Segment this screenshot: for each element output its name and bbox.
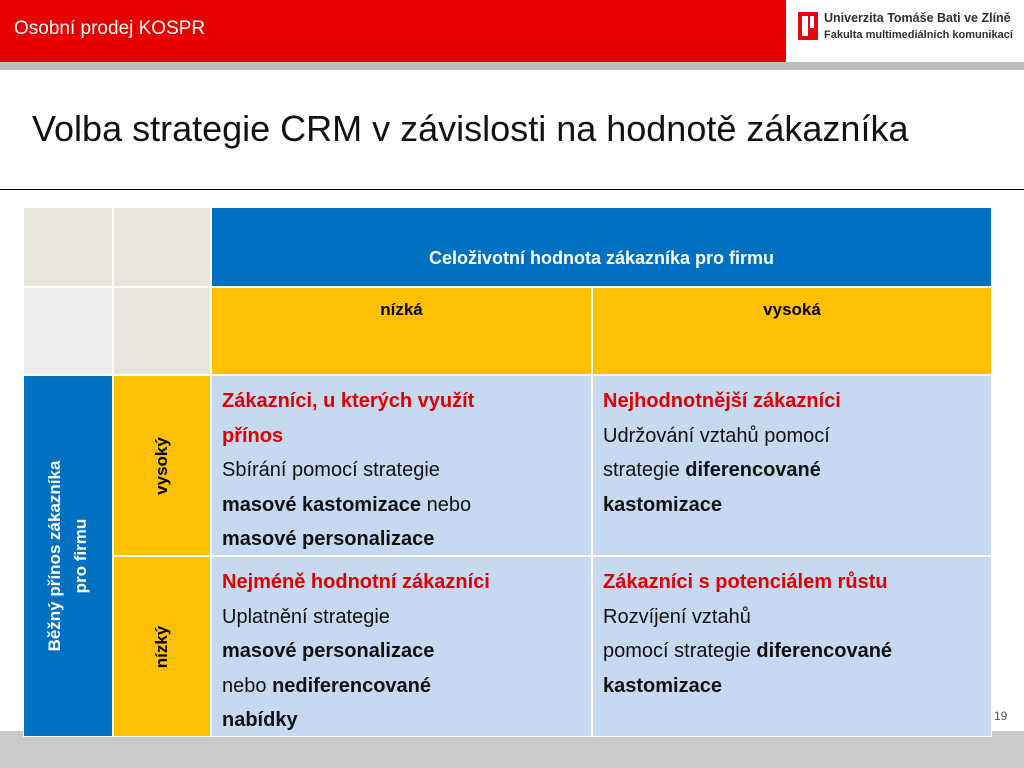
top-bar bbox=[0, 0, 786, 62]
cell-low-contribution-low-value: Nejméně hodnotní zákazníci Uplatnění strategie masové personalizace nebo nediferencované nabídky bbox=[211, 556, 592, 737]
corner-cell bbox=[23, 207, 113, 287]
header-divider bbox=[0, 62, 1024, 70]
column-header-high bbox=[592, 287, 992, 375]
title-divider bbox=[0, 189, 1024, 190]
cell-low-contribution-high-value: Zákazníci s potenciálem růstu Rozvíjení vztahů pomocí strategie diferencované kastomizace bbox=[592, 556, 992, 737]
column-header-low-label: nízká bbox=[380, 300, 423, 319]
row-axis-header bbox=[23, 375, 113, 737]
row-header-high bbox=[113, 375, 211, 556]
column-header-low bbox=[211, 287, 592, 375]
course-title: Osobní prodej KOSPR bbox=[14, 18, 206, 39]
page-number: 19 bbox=[994, 709, 1008, 723]
row-axis-label: Běžný přínos zákazníka pro firmu bbox=[45, 460, 90, 652]
cell-high-contribution-low-value: Zákazníci, u kterých využít přínos Sbírání pomocí strategie masové kastomizace nebo masové personalizace bbox=[211, 375, 592, 556]
column-axis-header bbox=[211, 207, 992, 287]
logo-faculty-name: Fakulta multimediálních komunikací bbox=[824, 29, 1013, 41]
slide-title: Volba strategie CRM v závislosti na hodnotě zákazníka bbox=[32, 108, 909, 149]
column-header-high-label: vysoká bbox=[763, 300, 821, 319]
column-axis-label: Celoživotní hodnota zákazníka pro firmu bbox=[428, 248, 775, 268]
logo-university-name: Univerzita Tomáše Bati ve Zlíně bbox=[824, 11, 1011, 25]
row-header-high-label: vysoký bbox=[152, 436, 171, 495]
utb-logo-icon bbox=[798, 12, 818, 40]
cell-high-contribution-high-value: Nejhodnotnější zákazníci Udržování vztahů pomocí strategie diferencované kastomizace bbox=[592, 375, 992, 556]
row-header-low-label: nízký bbox=[152, 625, 171, 668]
corner-cell bbox=[23, 287, 113, 375]
row-header-low bbox=[113, 556, 211, 737]
university-logo bbox=[798, 10, 1018, 50]
corner-cell bbox=[113, 287, 211, 375]
corner-cell bbox=[113, 207, 211, 287]
